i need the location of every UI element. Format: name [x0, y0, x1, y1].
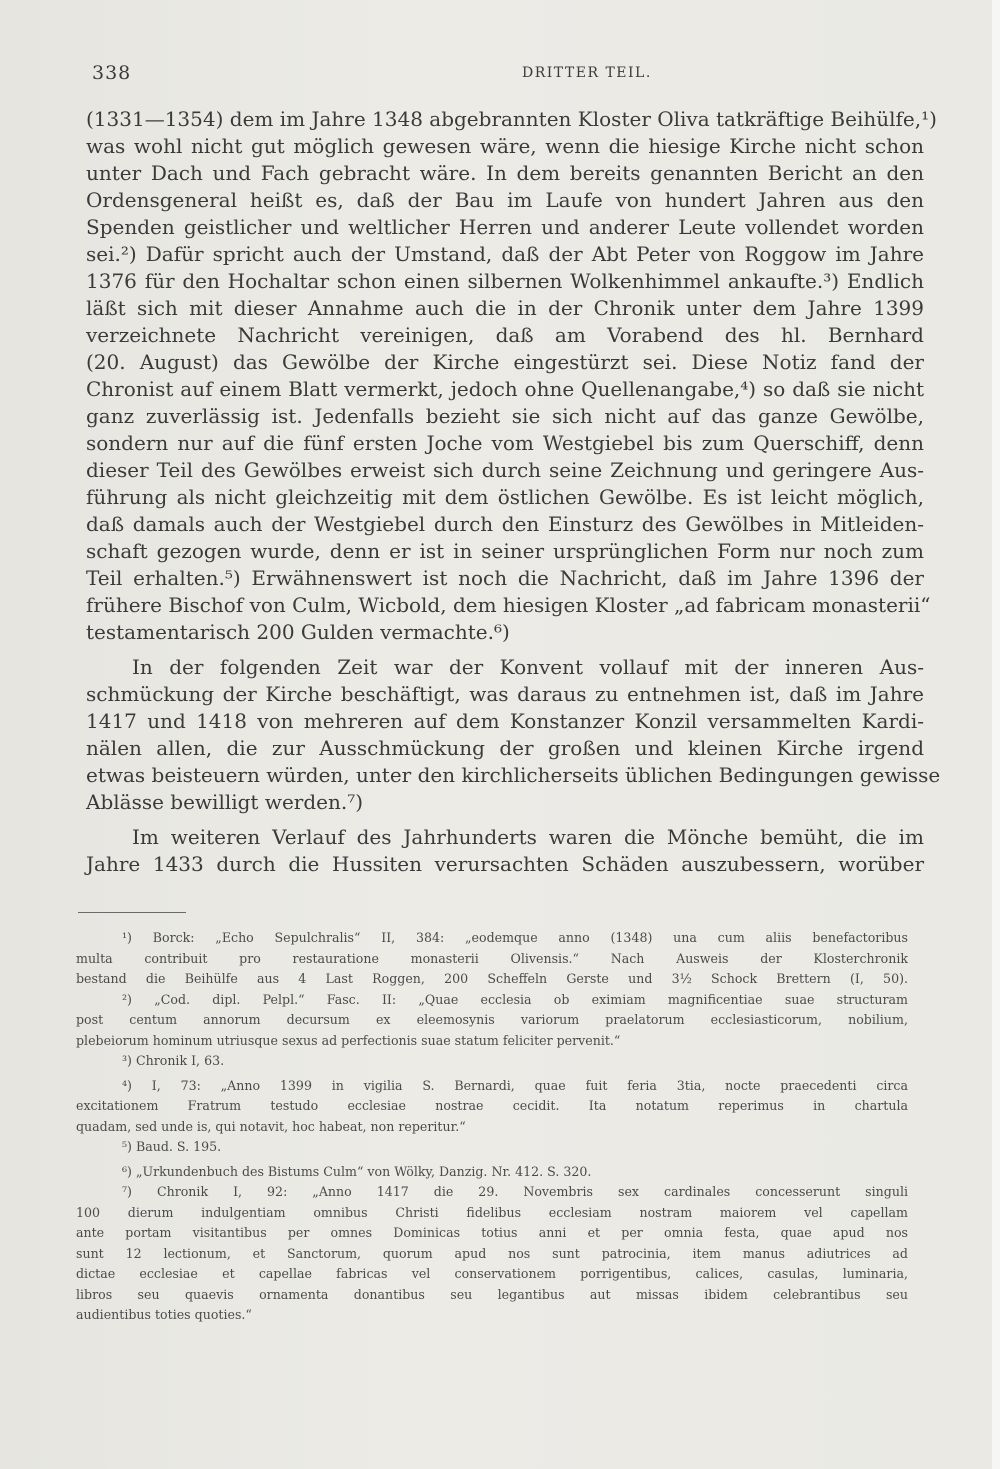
footnote-line: sunt 12 lectionum, et Sanctorum, quorum apud nos sunt patrocinia, item manus adiutrices ad: [76, 1245, 908, 1261]
text-line: etwas beisteuern würden, unter den kirchlicherseits üblichen Bedingungen gewisse: [86, 763, 941, 787]
text-line: verzeichnete Nachricht vereinigen, daß am Vorabend des hl. Bernhard: [86, 323, 924, 347]
footnotes: [76, 928, 908, 1326]
footnote-line: ante portam visitantibus per omnes Dominicas totius anni et per omnia festa, quae apud nos: [76, 1225, 908, 1240]
text-line: unter Dach und Fach gebracht wäre. In dem bereits genannten Bericht an den: [86, 161, 924, 185]
footnote-line: ¹) Borck: „Echo Sepulchralis“ II, 384: „eodemque anno (1348) una cum aliis benefactoribus: [122, 930, 908, 945]
footnote-line: 100 dierum indulgentiam omnibus Christi fidelibus ecclesiam nostram maiorem vel capellam: [76, 1204, 908, 1220]
text-line: läßt sich mit dieser Annahme auch die in der Chronik unter dem Jahre 1399: [86, 296, 924, 320]
paragraph: [86, 824, 924, 878]
footnote-line: dictae ecclesiae et capellae fabricas vel conservationem porrigentibus, calices, casulas, luminaria,: [76, 1266, 908, 1281]
footnote-line: ⁶) „Urkundenbuch des Bistums Culm“ von Wölky, Danzig. Nr. 412. S. 320.: [122, 1163, 592, 1179]
text-line: schaft gezogen wurde, denn er ist in seiner ursprünglichen Form nur noch zum: [86, 539, 924, 563]
text-line: Im weiteren Verlauf des Jahrhunderts waren die Mönche bemüht, die im: [132, 825, 924, 849]
body-text: [86, 106, 941, 886]
footnote-line: multa contribuit pro restauratione monasterii Olivensis.“ Nach Ausweis der Klosterchronik: [76, 950, 908, 966]
text-line: (1331—1354) dem im Jahre 1348 abgebrannten Kloster Oliva tatkräftige Beihülfe,¹): [86, 107, 937, 131]
text-line: 1417 und 1418 von mehreren auf dem Konstanzer Konzil versammelten Kardi-: [86, 709, 924, 733]
footnote-line: ⁵) Baud. S. 195.: [122, 1139, 222, 1154]
page-edge: [992, 0, 1000, 1469]
footnote-line: audientibus toties quoties.“: [76, 1307, 252, 1322]
text-line: Spenden geistlicher und weltlicher Herren und anderer Leute vollendet worden: [86, 215, 924, 239]
footnote-line: bestand die Beihülfe aus 4 Last Roggen, 200 Scheffeln Gerste und 3½ Schock Brettern (I, 50).: [76, 971, 908, 986]
text-line: daß damals auch der Westgiebel durch den Einsturz des Gewölbes in Mitleiden-: [86, 512, 924, 536]
footnote-1: [76, 928, 908, 990]
footnote-line: ³) Chronik I, 63.: [122, 1053, 225, 1068]
text-line: was wohl nicht gut möglich gewesen wäre, wenn die hiesige Kirche nicht schon: [86, 134, 924, 158]
footnote-line: ²) „Cod. dipl. Pelpl.“ Fasc. II: „Quae ecclesia ob eximiam magnificentiae suae structuram: [122, 991, 908, 1007]
paragraph: [86, 654, 941, 816]
footnote-line: post centum annorum decursum ex eleemosynis variorum praelatorum ecclesiasticorum, nobilium,: [76, 1012, 908, 1027]
text-line: Chronist auf einem Blatt vermerkt, jedoch ohne Quellenangabe,⁴) so daß sie nicht: [86, 377, 924, 401]
text-line: schmückung der Kirche beschäftigt, was daraus zu entnehmen ist, daß im Jahre: [86, 682, 924, 706]
text-line: sondern nur auf die fünf ersten Joche vom Westgiebel bis zum Querschiff, denn: [86, 431, 924, 455]
footnote-5: [76, 1137, 908, 1158]
text-line: (20. August) das Gewölbe der Kirche eingestürzt sei. Diese Notiz fand der: [86, 350, 924, 374]
text-line: testamentarisch 200 Gulden vermachte.⁶): [86, 620, 510, 644]
footnote-line: libros seu quaevis ornamenta donantibus seu legantibus aut missas ibidem celebrantibus seu: [76, 1286, 908, 1302]
footnote-2: [76, 990, 908, 1052]
text-line: 1376 für den Hochaltar schon einen silbernen Wolkenhimmel ankaufte.³) Endlich: [86, 269, 924, 293]
text-line: Jahre 1433 durch die Hussiten verursachten Schäden auszubessern, worüber: [86, 852, 924, 876]
footnote-4: [76, 1076, 908, 1138]
page-number: 338: [92, 62, 132, 84]
text-line: Ablässe bewilligt werden.⁷): [86, 790, 364, 814]
text-line: frühere Bischof von Culm, Wicbold, dem hiesigen Kloster „ad fabricam monasterii“: [86, 593, 931, 617]
text-line: Ordensgeneral heißt es, daß der Bau im Laufe von hundert Jahren aus den: [86, 188, 924, 212]
text-line: ganz zuverlässig ist. Jedenfalls bezieht sie sich nicht auf das ganze Gewölbe,: [86, 404, 924, 428]
text-line: nälen allen, die zur Ausschmückung der großen und kleinen Kirche irgend: [86, 736, 924, 760]
footnote-line: plebeiorum hominum utriusque sexus ad perfectionis suae statum feliciter pervenit.“: [76, 1032, 621, 1048]
text-line: In der folgenden Zeit war der Konvent vollauf mit der inneren Aus-: [132, 655, 924, 679]
footnote-line: excitationem Fratrum testudo ecclesiae nostrae cecidit. Ita notatum reperimus in chartula: [76, 1098, 908, 1113]
running-head: DRITTER TEIL.: [522, 65, 652, 81]
text-line: sei.²) Dafür spricht auch der Umstand, daß der Abt Peter von Roggow im Jahre: [86, 242, 924, 266]
page-header: [92, 62, 922, 88]
footnote-line: ⁴) I, 73: „Anno 1399 in vigilia S. Bernardi, quae fuit feria 3tia, nocte praecedenti circa: [122, 1077, 908, 1093]
paragraph: [86, 106, 937, 646]
text-line: dieser Teil des Gewölbes erweist sich durch seine Zeichnung und geringere Aus-: [86, 458, 924, 482]
footnote-7: [76, 1182, 908, 1326]
footnote-6: [76, 1162, 908, 1183]
footnote-3: [76, 1051, 908, 1072]
footnote-line: quadam, sed unde is, qui notavit, hoc habeat, non reperitur.“: [76, 1118, 466, 1134]
text-line: führung als nicht gleichzeitig mit dem östlichen Gewölbe. Es ist leicht möglich,: [86, 485, 924, 509]
footnote-rule: [78, 912, 186, 913]
text-line: Teil erhalten.⁵) Erwähnenswert ist noch die Nachricht, daß im Jahre 1396 der: [86, 566, 924, 590]
footnote-line: ⁷) Chronik I, 92: „Anno 1417 die 29. Novembris sex cardinales concesserunt singuli: [122, 1184, 908, 1199]
